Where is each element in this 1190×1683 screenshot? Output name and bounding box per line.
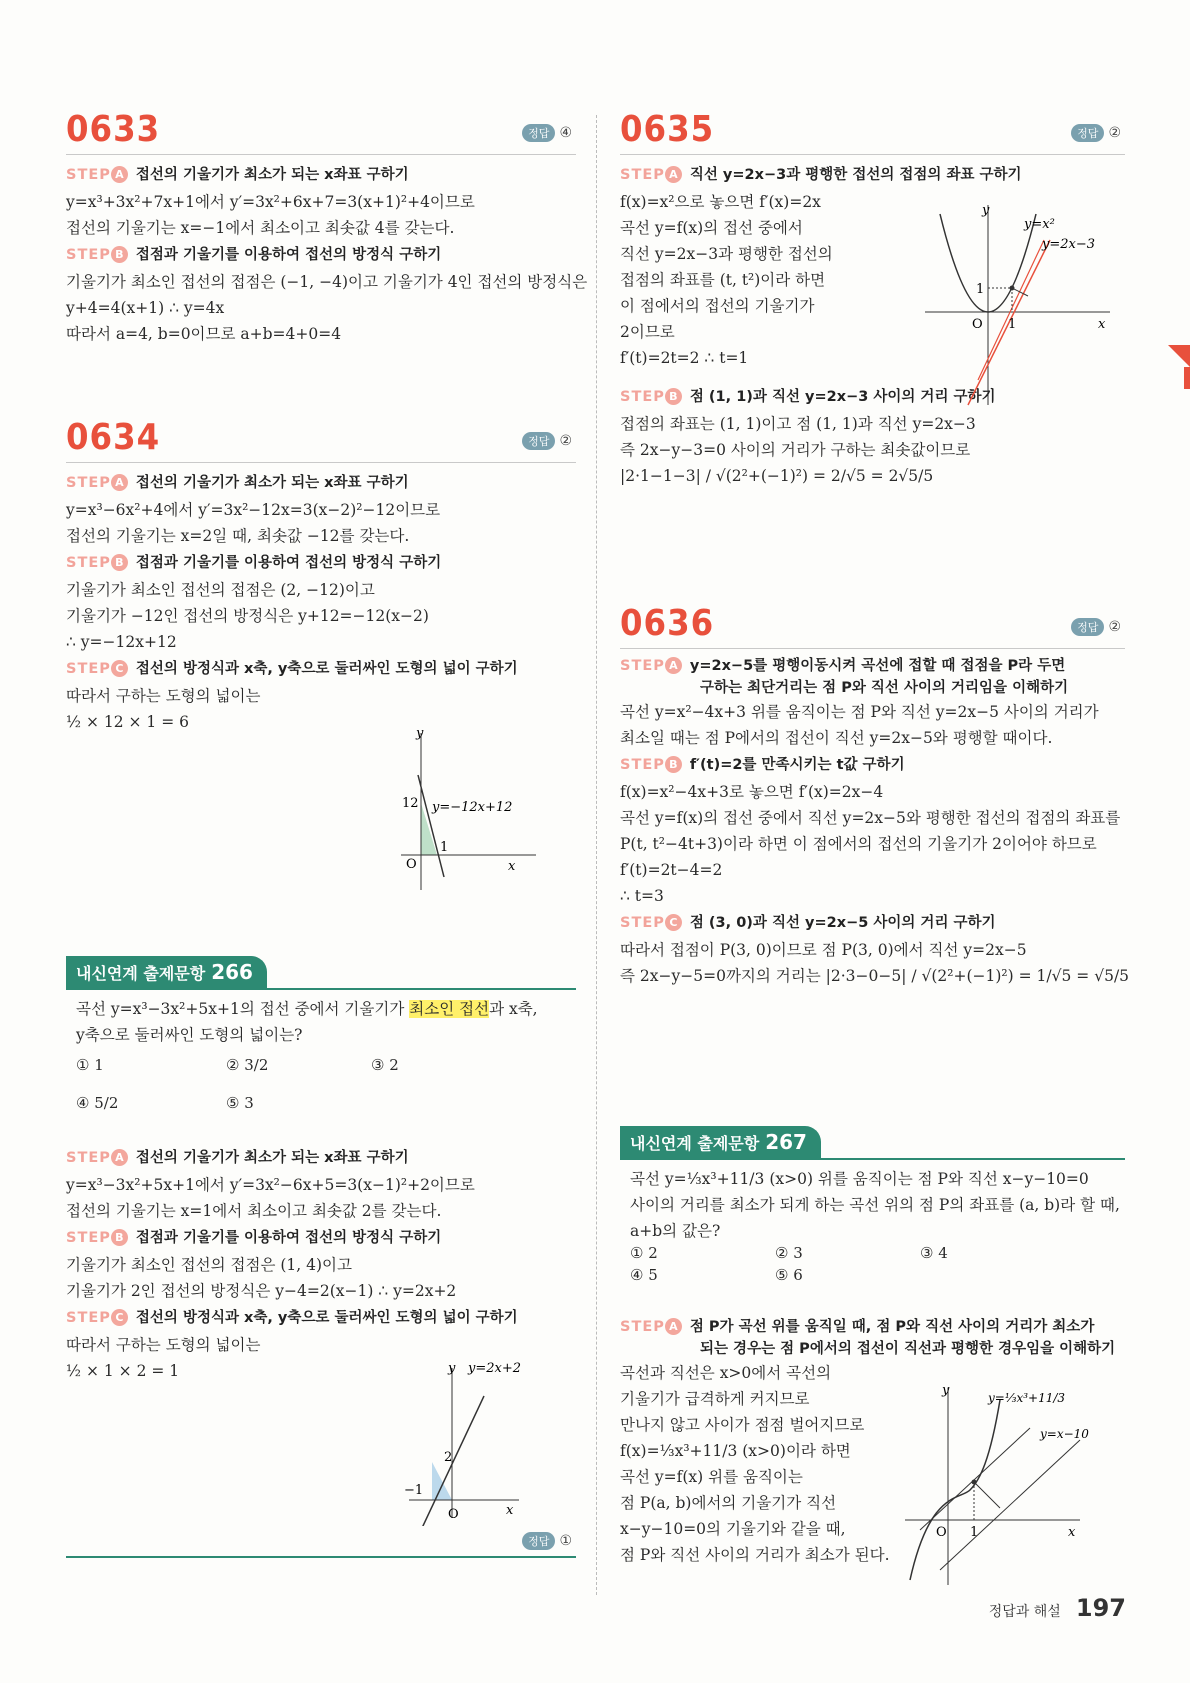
solution-line: P(t, t²−4t+3)이라 하면 이 점에서의 접선의 기울기가 2이어야 하므로 [620, 835, 1097, 853]
problem-header [66, 109, 576, 155]
solution-line: 기울기가 최소인 접선의 접점은 (−1, −4)이고 기울기가 4인 접선의 방정식은 [66, 273, 588, 291]
problem-0635 [620, 109, 1125, 489]
x-axis-label: x [508, 859, 516, 874]
question-line: 곡선 y=x³−3x²+5x+1의 접선 중에서 기울기가 최소인 접선과 x축, [76, 1000, 538, 1018]
given-line [940, 1440, 1080, 1570]
cubic-curve [910, 1400, 1000, 1580]
solution-line: 접선의 기울기는 x=1에서 최소이고 최솟값 2를 갖는다. [66, 1202, 442, 1220]
solution-line: 따라서 접점이 P(3, 0)이므로 점 P(3, 0)에서 직선 y=2x−5 [620, 941, 1027, 959]
choice-5[interactable]: ⑤ 6 [775, 1266, 803, 1284]
graph-267 [900, 1380, 1120, 1590]
problem-number: 0633 [66, 109, 161, 150]
solution-line: 즉 2x−y−5=0까지의 거리는 |2·3−0−5| / √(2²+(−1)²) = 1/√5 = √5/5 [620, 967, 1130, 985]
solution-line: 기울기가 2인 접선의 방정식은 y−4=2(x−1) ∴ y=2x+2 [66, 1282, 457, 1300]
y-one-label: 1 [976, 282, 985, 297]
solution-line: f(x)=x²−4x+3로 놓으면 f′(x)=2x−4 [620, 783, 884, 801]
problem-0634 [66, 417, 576, 874]
solution-line: 최소일 때는 점 P에서의 접선이 직선 y=2x−5와 평행할 때이다. [620, 729, 1053, 747]
problem-0636 [620, 603, 1130, 989]
tangent-line [920, 1428, 1030, 1530]
problem-header [620, 603, 1125, 649]
x-one-label: 1 [970, 1525, 979, 1540]
line-equation-label: y=−12x+12 [432, 800, 513, 815]
y-intercept-label: 12 [402, 796, 419, 811]
question-line: 사이의 거리를 최소가 되게 하는 곡선 위의 점 P의 좌표를 (a, b)라 할 때, [630, 1196, 1120, 1214]
tab-label: 내신연계 출제문항 267 [620, 1126, 821, 1158]
answer-mark [1071, 124, 1121, 142]
linked-problem-266 [66, 956, 576, 1549]
answer-badge: 정답 [1071, 124, 1104, 142]
step-b: STEP B 점 (1, 1)과 직선 y=2x−3 사이의 거리 구하기 [620, 389, 996, 405]
answer-mark [522, 1532, 572, 1550]
choice-3[interactable]: ③ 4 [920, 1244, 948, 1262]
step-a: STEP A 접선의 기울기가 최소가 되는 x좌표 구하기 [66, 167, 409, 183]
solution-line: 직선 y=2x−3과 평행한 접선의 [620, 245, 833, 263]
shaded-region [432, 1462, 452, 1500]
solution-line: 곡선과 직선은 x>0에서 곡선의 [620, 1364, 832, 1382]
tangent-point [1010, 286, 1015, 291]
solution-line: 따라서 구하는 도형의 넓이는 [66, 687, 261, 705]
highlight: 최소인 접선 [409, 1000, 490, 1018]
solution-line: 점 P(a, b)에서의 기울기가 직선 [620, 1494, 837, 1512]
choices [66, 1048, 576, 1128]
solution-line: ∴ t=3 [620, 887, 664, 905]
page-footer [989, 1594, 1126, 1622]
solution-line: 곡선 y=x²−4x+3 위를 움직이는 점 P와 직선 y=2x−5 사이의 거리가 [620, 703, 1099, 721]
graph-0634 [396, 725, 546, 895]
solution-line: 접선의 기울기는 x=2일 때, 최솟값 −12를 갖는다. [66, 527, 410, 545]
solution-line: 접점의 좌표는 (1, 1)이고 점 (1, 1)과 직선 y=2x−3 [620, 415, 976, 433]
origin-label: O [936, 1525, 947, 1540]
solution-line: f′(t)=2t=2 ∴ t=1 [620, 349, 749, 367]
step-b: STEP B f′(t)=2를 만족시키는 t값 구하기 [620, 757, 905, 773]
line-label: y=x−10 [1040, 1427, 1089, 1441]
answer-badge: 정답 [522, 124, 555, 142]
answer-mark [522, 124, 572, 142]
x-axis-label: x [1098, 317, 1106, 332]
solution-line: |2·1−1−3| / √(2²+(−1)²) = 2/√5 = 2√5/5 [620, 467, 934, 485]
origin-label: O [448, 1507, 459, 1522]
distance-segment [974, 1482, 1000, 1508]
graph-266 [404, 1356, 564, 1526]
solution-line: 따라서 구하는 도형의 넓이는 [66, 1336, 261, 1354]
step-b: STEP B 접점과 기울기를 이용하여 접선의 방정식 구하기 [66, 247, 442, 263]
page-edge-tab [1168, 345, 1190, 367]
solution-line: 기울기가 −12인 접선의 방정식은 y+12=−12(x−2) [66, 607, 429, 625]
parabola-label: y=x² [1024, 217, 1055, 232]
solution-line: 곡선 y=f(x)의 접선 중에서 [620, 219, 803, 237]
step-a: STEP A 점 P가 곡선 위를 움직일 때, 점 P와 직선 사이의 거리가 최소가 되는 경우는 점 P에서의 접선이 직선과 평행한 경우임을 이해하기 [620, 1319, 1116, 1357]
solution-line: 곡선 y=f(x)의 접선 중에서 직선 y=2x−5와 평행한 접선의 접점의 좌표를 [620, 809, 1121, 827]
problem-number: 0634 [66, 417, 161, 458]
column-divider [596, 115, 597, 1595]
choice-1[interactable]: ① 2 [630, 1244, 658, 1262]
solution-line: 접점의 좌표를 (t, t²)이라 하면 [620, 271, 826, 289]
tangent-point [972, 1480, 977, 1485]
answer-value: ① [559, 1533, 572, 1549]
step-c: STEP C 점 (3, 0)과 직선 y=2x−5 사이의 거리 구하기 [620, 915, 996, 931]
choices [620, 1244, 1125, 1292]
y-axis-label: y [942, 1383, 950, 1398]
y-axis-label: y [982, 203, 990, 218]
page-number: 197 [1075, 1594, 1126, 1622]
line-label: y=2x−3 [1042, 237, 1096, 252]
solution-line: ½ × 1 × 2 = 1 [66, 1362, 180, 1380]
step-a: STEP A 접선의 기울기가 최소가 되는 x좌표 구하기 [66, 1150, 409, 1166]
solution-line: 기울기가 최소인 접선의 접점은 (1, 4)이고 [66, 1256, 352, 1274]
solution-line: 만나지 않고 사이가 점점 벌어지므로 [620, 1416, 865, 1434]
solution-line: y+4=4(x+1) ∴ y=4x [66, 299, 225, 317]
x-intercept-label: 1 [440, 840, 449, 855]
solution-line: 곡선 y=f(x) 위를 움직이는 [620, 1468, 803, 1486]
answer-value: ② [1108, 619, 1121, 635]
origin-label: O [406, 857, 417, 872]
answer-mark [1071, 618, 1121, 636]
linked-problem-tab [66, 956, 576, 990]
linked-problem-267 [620, 1126, 1125, 1568]
solution-line: f′(t)=2t−4=2 [620, 861, 723, 879]
y-intercept-label: 2 [444, 1450, 453, 1465]
solution-line: 점 P와 직선 사이의 거리가 최소가 된다. [620, 1546, 890, 1564]
solution-line: f(x)=x²으로 놓으면 f′(x)=2x [620, 193, 821, 211]
problem-header [620, 109, 1125, 155]
x-axis-label: x [1068, 1525, 1076, 1540]
graph-0635 [920, 200, 1120, 410]
solution-line: y=x³+3x²+7x+1에서 y′=3x²+6x+7=3(x+1)²+4이므로 [66, 193, 475, 211]
choice-5[interactable]: ⑤ 3 [226, 1094, 254, 1112]
step-a: STEP A 직선 y=2x−3과 평행한 접선의 접점의 좌표 구하기 [620, 167, 1022, 183]
y-axis-label: y [448, 1361, 456, 1376]
step-a: STEP A y=2x−5를 평행이동시켜 곡선에 접할 때 접점을 P라 두면 구하는 최단거리는 점 P와 직선 사이의 거리임을 이해하기 [620, 658, 1069, 696]
solution-line: y=x³−3x²+5x+1에서 y′=3x²−6x+5=3(x−1)²+2이므로 [66, 1176, 475, 1194]
step-a: STEP A 접선의 기울기가 최소가 되는 x좌표 구하기 [66, 475, 409, 491]
step-c: STEP C 접선의 방정식과 x축, y축으로 둘러싸인 도형의 넓이 구하기 [66, 1310, 518, 1326]
tab-label: 내신연계 출제문항 266 [66, 956, 267, 988]
x-one-label: 1 [1008, 317, 1017, 332]
solution-line: 이 점에서의 접선의 기울기가 [620, 297, 815, 315]
choice-4[interactable]: ④ 5/2 [76, 1094, 119, 1112]
solution-line: f(x)=⅓x³+11/3 (x>0)이라 하면 [620, 1442, 851, 1460]
answer-badge: 정답 [522, 432, 555, 450]
choice-1[interactable]: ① 1 [76, 1056, 104, 1074]
answer-value: ② [559, 433, 572, 449]
choice-2[interactable]: ② 3/2 [226, 1056, 269, 1074]
page-edge-tab-bar [1184, 367, 1190, 389]
step-b: STEP B 접점과 기울기를 이용하여 접선의 방정식 구하기 [66, 1230, 442, 1246]
answer-value: ② [1108, 125, 1121, 141]
choice-2[interactable]: ② 3 [775, 1244, 803, 1262]
answer-value: ④ [559, 125, 572, 141]
choice-3[interactable]: ③ 2 [371, 1056, 399, 1074]
linked-problem-tab [620, 1126, 1125, 1160]
question-line: a+b의 값은? [630, 1222, 721, 1240]
step-b: STEP B 접점과 기울기를 이용하여 접선의 방정식 구하기 [66, 555, 442, 571]
box-bottom-rule [66, 1556, 576, 1558]
problem-number: 0635 [620, 109, 715, 150]
question-line: 곡선 y=⅓x³+11/3 (x>0) 위를 움직이는 점 P와 직선 x−y−10=0 [630, 1170, 1089, 1188]
choice-4[interactable]: ④ 5 [630, 1266, 658, 1284]
solution-line: 기울기가 최소인 접선의 접점은 (2, −12)이고 [66, 581, 375, 599]
problem-header [66, 417, 576, 463]
footer-label: 정답과 해설 [988, 1604, 1061, 1620]
solution-line: 접선의 기울기는 x=−1에서 최소이고 최솟값 4를 갖는다. [66, 219, 455, 237]
solution-line: 따라서 a=4, b=0이므로 a+b=4+0=4 [66, 325, 342, 343]
x-axis-label: x [506, 1503, 514, 1518]
line-equation-label: y=2x+2 [468, 1361, 522, 1376]
solution-line: 즉 2x−y−3=0 사이의 거리가 구하는 최솟값이므로 [620, 441, 971, 459]
step-c: STEP C 접선의 방정식과 x축, y축으로 둘러싸인 도형의 넓이 구하기 [66, 661, 518, 677]
y-axis-label: y [416, 726, 424, 741]
solution-line: ½ × 12 × 1 = 6 [66, 713, 189, 731]
solution-line: ∴ y=−12x+12 [66, 633, 177, 651]
answer-badge: 정답 [522, 1532, 555, 1550]
answer-mark [522, 432, 572, 450]
question-line: y축으로 둘러싸인 도형의 넓이는? [76, 1026, 303, 1044]
origin-label: O [972, 317, 983, 332]
curve-label: y=⅓x³+11/3 [988, 1391, 1066, 1405]
x-intercept-label: −1 [404, 1483, 424, 1498]
problem-0633 [66, 109, 588, 347]
solution-line: x−y−10=0의 기울기와 같을 때, [620, 1520, 846, 1538]
solution-line: 기울기가 급격하게 커지므로 [620, 1390, 810, 1408]
solution-line: 2이므로 [620, 323, 675, 341]
solution-line: y=x³−6x²+4에서 y′=3x²−12x=3(x−2)²−12이므로 [66, 501, 441, 519]
answer-badge: 정답 [1071, 618, 1104, 636]
problem-number: 0636 [620, 603, 715, 644]
